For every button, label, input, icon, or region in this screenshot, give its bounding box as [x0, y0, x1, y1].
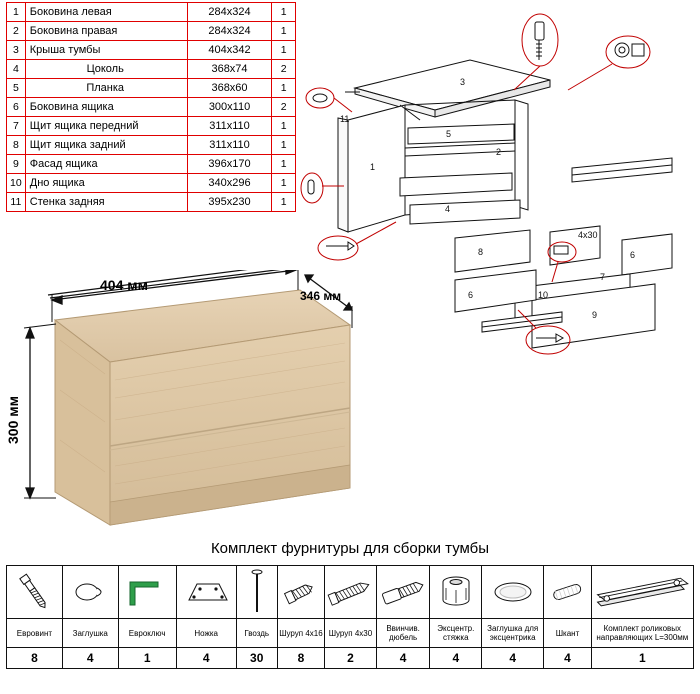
- svg-text:11: 11: [340, 114, 350, 124]
- part-name: Щит ящика передний: [25, 117, 187, 136]
- photo-height-label: 300 мм: [5, 396, 21, 444]
- part-name: Боковина ящика: [25, 98, 187, 117]
- kit-item-label: Ввинчив. дюбель: [376, 619, 430, 648]
- kit-item-count: 8: [7, 648, 63, 669]
- kit-item-label: Евроключ: [118, 619, 176, 648]
- kit-item-label: Шкант: [544, 619, 591, 648]
- part-number: 6: [7, 98, 26, 117]
- parts-table: [6, 2, 296, 212]
- furniture-foot-icon: [176, 566, 236, 619]
- svg-text:4х30: 4х30: [578, 230, 598, 240]
- kit-item-label: Комплект роликовых направляющих L=300мм: [591, 619, 693, 648]
- kit-item-count: 2: [325, 648, 377, 669]
- photo-depth-label: 346 мм: [300, 289, 342, 303]
- kit-item-label: Шуруп 4х30: [325, 619, 377, 648]
- part-number: 3: [7, 41, 26, 60]
- kit-item-label: Заглушка: [62, 619, 118, 648]
- kit-item-label: Шуруп 4х16: [277, 619, 324, 648]
- table-row: [7, 22, 296, 41]
- svg-text:3: 3: [460, 77, 466, 87]
- part-number: 11: [7, 193, 26, 212]
- table-row: [7, 60, 296, 79]
- svg-text:1: 1: [370, 162, 376, 172]
- kit-item-count: 4: [430, 648, 482, 669]
- part-name: Щит ящика задний: [25, 136, 187, 155]
- part-dimensions: 284х324: [187, 3, 272, 22]
- kit-title: Комплект фурнитуры для сборки тумбы: [210, 540, 490, 557]
- part-number: 9: [7, 155, 26, 174]
- kit-item-count: 4: [482, 648, 544, 669]
- cam-cap-icon: [482, 566, 544, 619]
- part-dimensions: 404х342: [187, 41, 272, 60]
- svg-text:4: 4: [445, 204, 451, 214]
- part-name: Дно ящика: [25, 174, 187, 193]
- cabinet-photo-with-dimensions: [0, 270, 400, 550]
- table-row: [7, 136, 296, 155]
- part-number: 1: [7, 3, 26, 22]
- part-name: Цоколь: [25, 60, 187, 79]
- kit-item-count: 1: [591, 648, 693, 669]
- svg-text:10: 10: [538, 290, 549, 300]
- part-dimensions: 284х324: [187, 22, 272, 41]
- kit-item-label: Эксцентр. стяжка: [430, 619, 482, 648]
- screw-4x30-icon: [325, 566, 377, 619]
- svg-text:6: 6: [468, 290, 474, 300]
- part-name: Боковина правая: [25, 22, 187, 41]
- part-name: Планка: [25, 79, 187, 98]
- photo-width-label: 404 мм: [100, 277, 148, 293]
- euro-screw-icon: [7, 566, 63, 619]
- part-dimensions: 396х170: [187, 155, 272, 174]
- part-number: 7: [7, 117, 26, 136]
- nail-icon: [236, 566, 277, 619]
- svg-text:6: 6: [630, 250, 636, 260]
- part-quantity: 1: [272, 193, 296, 212]
- table-row: [7, 193, 296, 212]
- part-number: 8: [7, 136, 26, 155]
- allen-key-icon: [118, 566, 176, 619]
- part-quantity: 1: [272, 117, 296, 136]
- kit-item-count: 4: [176, 648, 236, 669]
- kit-item-label: Гвоздь: [236, 619, 277, 648]
- kit-item-count: 8: [277, 648, 324, 669]
- screw-4x16-icon: [277, 566, 324, 619]
- part-dimensions: 395х230: [187, 193, 272, 212]
- table-row: [7, 98, 296, 117]
- part-quantity: 1: [272, 79, 296, 98]
- kit-item-count: 4: [376, 648, 430, 669]
- part-name: Боковина левая: [25, 3, 187, 22]
- table-row: [7, 79, 296, 98]
- part-name: Стенка задняя: [25, 193, 187, 212]
- part-dimensions: 311х110: [187, 117, 272, 136]
- part-dimensions: 368х74: [187, 60, 272, 79]
- part-dimensions: 300х110: [187, 98, 272, 117]
- kit-item-count: 1: [118, 648, 176, 669]
- part-quantity: 1: [272, 41, 296, 60]
- part-quantity: 1: [272, 22, 296, 41]
- table-row: [7, 117, 296, 136]
- part-number: 2: [7, 22, 26, 41]
- cam-lock-icon: [430, 566, 482, 619]
- kit-item-count: 4: [62, 648, 118, 669]
- part-quantity: 2: [272, 60, 296, 79]
- part-quantity: 1: [272, 155, 296, 174]
- table-row: [7, 3, 296, 22]
- part-number: 4: [7, 60, 26, 79]
- svg-text:9: 9: [592, 310, 598, 320]
- kit-item-count: 4: [544, 648, 591, 669]
- part-quantity: 1: [272, 174, 296, 193]
- part-number: 10: [7, 174, 26, 193]
- kit-item-count: 30: [236, 648, 277, 669]
- part-dimensions: 368х60: [187, 79, 272, 98]
- svg-text:5: 5: [446, 129, 452, 139]
- hardware-kit-table: [6, 565, 694, 669]
- table-row: [7, 174, 296, 193]
- svg-text:7: 7: [600, 272, 606, 282]
- part-name: Крыша тумбы: [25, 41, 187, 60]
- part-dimensions: 340х296: [187, 174, 272, 193]
- part-name: Фасад ящика: [25, 155, 187, 174]
- part-dimensions: 311х110: [187, 136, 272, 155]
- svg-text:2: 2: [496, 147, 502, 157]
- dowel-pin-icon: [544, 566, 591, 619]
- drawer-slide-set-icon: [591, 566, 693, 619]
- table-row: [7, 41, 296, 60]
- part-quantity: 2: [272, 98, 296, 117]
- part-quantity: 1: [272, 3, 296, 22]
- cap-plug-icon: [62, 566, 118, 619]
- kit-item-label: Ножка: [176, 619, 236, 648]
- kit-item-label: Евровинт: [7, 619, 63, 648]
- part-quantity: 1: [272, 136, 296, 155]
- screw-in-dowel-icon: [376, 566, 430, 619]
- svg-text:8: 8: [478, 247, 484, 257]
- kit-item-label: Заглушка для эксцентрика: [482, 619, 544, 648]
- table-row: [7, 155, 296, 174]
- part-number: 5: [7, 79, 26, 98]
